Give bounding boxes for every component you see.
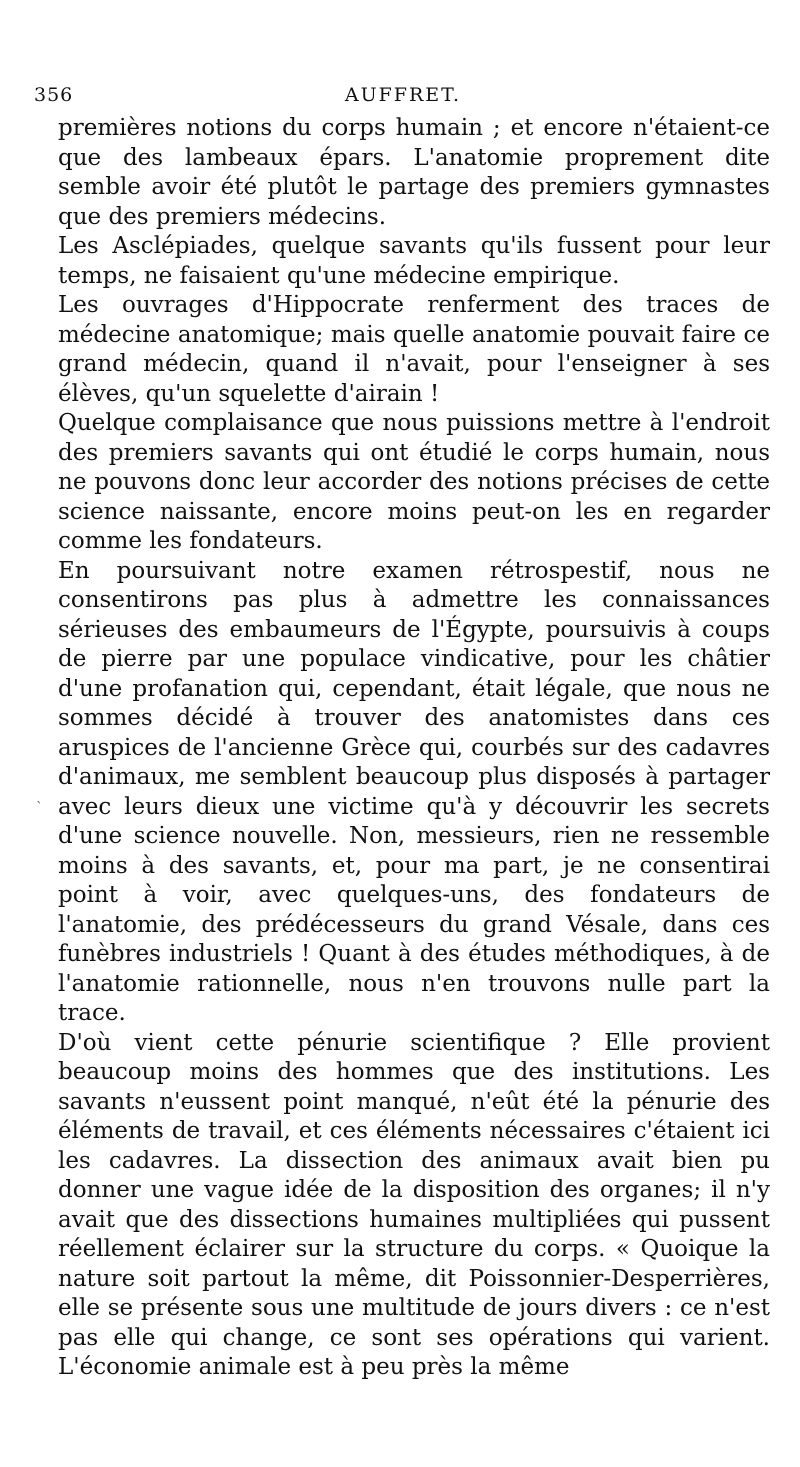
stray-mark: ` — [36, 800, 43, 816]
running-head: AUFFRET. — [344, 84, 462, 106]
body-text — [58, 114, 770, 1383]
paragraph-1: premières notions du corps humain ; et encore n'étaient-ce que des lambeaux épars. L'anatomie proprement dite semble avoir été plutôt le partage des premiers gymnastes que des premiers médecins. — [58, 115, 770, 230]
page-number: 356 — [34, 84, 74, 106]
paragraph-5: En poursuivant notre examen rétrospestif, nous ne consentirons pas plus à admettre les connaissances sérieuses des embaumeurs de l'Égypte, poursuivis à coups de pierre par une populace vindicative, pour les châtier d'une profanation qui, cependant, était légale, que nous ne sommes décidé à trouver des anatomistes dans ces aruspices de l'ancienne Grèce qui, courbés sur des cadavres d'animaux, me semblent beaucoup plus disposés à partager avec leurs dieux une victime qu'à y découvrir les secrets d'une science nouvelle. Non, messieurs, rien ne ressemble moins à des savants, et, pour ma part, je ne consentirai point à voir, avec quelques-uns, des fondateurs de l'anatomie, des prédécesseurs du grand Vésale, dans ces funèbres industriels ! Quant à des études méthodiques, à de l'anatomie rationnelle, nous n'en trouvons nulle part la trace. — [58, 557, 770, 1026]
paragraph-2: Les Asclépiades, quelque savants qu'ils fussent pour leur temps, ne faisaient qu'une médecine empirique. — [58, 233, 770, 289]
paragraph-6: D'où vient cette pénurie scientifique ? Elle provient beaucoup moins des hommes que des institutions. Les savants n'eussent point manqué, n'eût été la pénurie des éléments de travail, et ces éléments nécessaires c'étaient ici les cadavres. La dissection des animaux avait bien pu donner une vague idée de la disposition des organes; il n'y avait que des dissections humaines multipliées qui pussent réellement éclairer sur la structure du corps. « Quoique la nature soit partout la même, dit Poissonnier-Desperrières, elle se présente sous une multitude de jours divers : ce n'est pas elle qui change, ce sont ses opérations qui varient. L'économie animale est à peu près la même — [58, 1029, 770, 1380]
page-header — [34, 84, 772, 114]
paragraph-3: Les ouvrages d'Hippocrate renferment des traces de médecine anatomique; mais quelle anatomie pouvait faire ce grand médecin, quand il n'avait, pour l'enseigner à ses élèves, qu'un squelette d'airain ! — [58, 292, 770, 407]
paragraph-4: Quelque complaisance que nous puissions mettre à l'endroit des premiers savants qui ont étudié le corps humain, nous ne pouvons donc leur accorder des notions précises de cette science naissante, encore moins peut-on les en regarder comme les fondateurs. — [58, 410, 770, 554]
